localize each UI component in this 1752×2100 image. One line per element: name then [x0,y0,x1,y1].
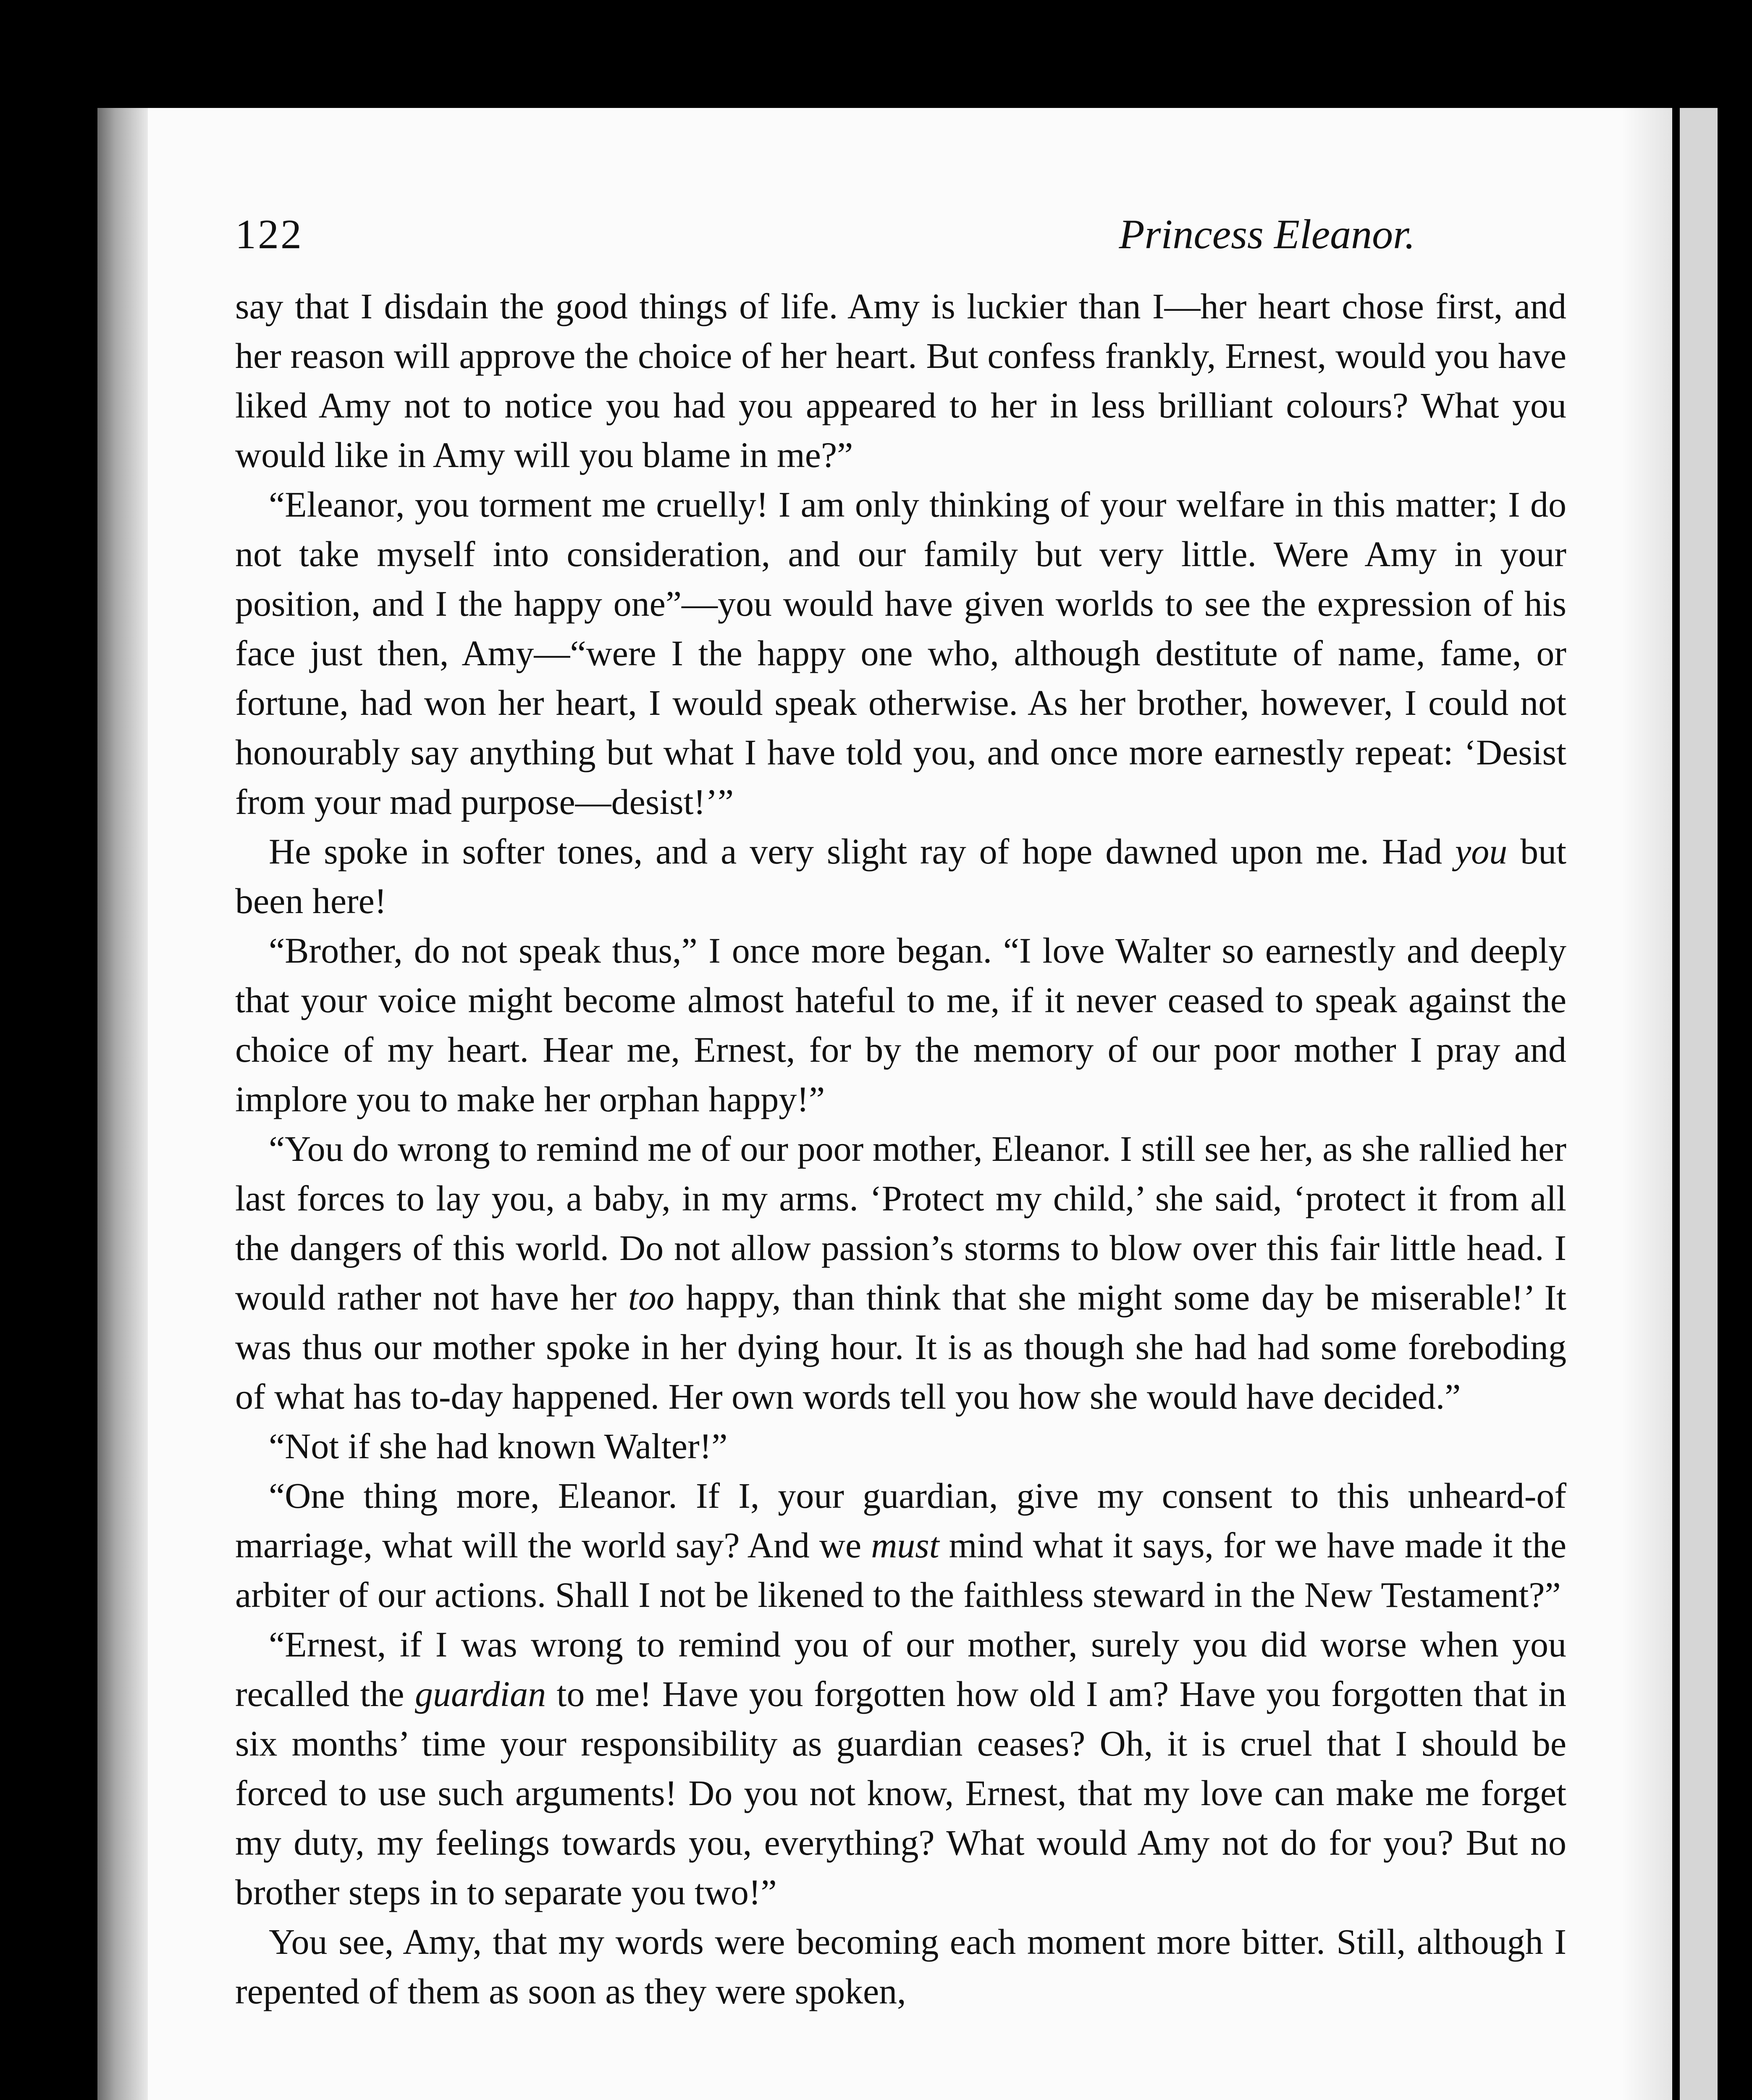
text-block [235,210,1566,2016]
paragraph [235,1917,1566,2016]
page-edge-shadow [1622,108,1672,2100]
next-page-edge [1680,108,1718,2100]
text-run: “You do wrong to remind me of our poor mother, Eleanor. I still see her, as she rallied her last forces to lay you, a baby, in my arms. ‘Protect my child,’ she said, ‘protect it from all the dangers of this world. Do not allow passion’s storms to blow over this fair little head. I would rather not have her [235,1129,1566,1318]
italic-text: guardian [414,1674,546,1714]
text-run: mind what it says, for we have made it the arbiter of our actions. Shall I not be likened to the faithless steward in the New Testament?” [235,1525,1566,1615]
page-gutter-shadow [97,108,148,2100]
paragraph [235,281,1566,480]
body-text [235,281,1566,2016]
text-run: “Brother, do not speak thus,” I once more began. “I love Walter so earnestly and deeply that your voice might become almost hateful to me, if it never ceased to speak against the choice of my heart. Hear me, Ernest, for by the memory of our poor mother I pray and implore you to make her orphan happy!” [235,930,1566,1119]
page-number: 122 [235,211,303,257]
paragraph [235,480,1566,827]
paragraph [235,827,1566,926]
running-title: Princess Eleanor. [1119,211,1415,257]
paragraph [235,926,1566,1124]
text-run: but been here! [235,831,1566,921]
text-run: say that I disdain the good things of life. Amy is luckier than I—her heart chose first, and her reason will approve the choice of her heart. But confess frankly, Ernest, would you have liked Amy not to notice you had you appeared to her in less brilliant colours? What you would like in Amy will you blame in me?” [235,286,1566,475]
text-run: “Not if she had known Walter!” [269,1426,728,1466]
paragraph [235,1471,1566,1620]
running-head [235,210,1566,281]
text-run: “Eleanor, you torment me cruelly! I am only thinking of your welfare in this matter; I do not take myself into consideration, and our family but very little. Were Amy in your position, and I the happy one”—you would have given worlds to see the expression of his face just then, Amy—“were I the happy one who, although destitute of name, fame, or fortune, had won her heart, I would speak otherwise. As her brother, however, I could not honourably say anything but what I have told you, and once more earnestly repeat: ‘Desist from your mad purpose—desist!’” [235,484,1566,822]
text-run: He spoke in softer tones, and a very slight ray of hope dawned upon me. Had [269,831,1456,872]
paragraph [235,1620,1566,1917]
italic-text: too [628,1277,674,1318]
italic-text: you [1455,831,1508,872]
text-run: happy, than think that she might some day be miserable!’ It was thus our mother spoke in her dying hour. It is as though she had had some foreboding of what has to-day happened. Her own words tell you how she would have decided.” [235,1277,1566,1417]
paragraph [235,1124,1566,1421]
text-run: “One thing more, Eleanor. If I, your guardian, give my consent to this unheard-of marriage, what will the world say? And we [235,1475,1566,1565]
text-run: “Ernest, if I was wrong to remind you of our mother, surely you did worse when you recalled the [235,1624,1566,1714]
text-run: You see, Amy, that my words were becoming each moment more bitter. Still, although I repented of them as soon as they were spoken, [235,1922,1566,2011]
text-run: to me! Have you forgotten how old I am? Have you forgotten that in six months’ time your responsibility as guardian ceases? Oh, it is cruel that I should be forced to use such arguments! Do you not know, Ernest, that my love can make me forget my duty, my feelings towards you, everything? What would Amy not do for you? But no brother steps in to separate you two!” [235,1674,1566,1912]
italic-text: must [871,1525,939,1565]
paragraph [235,1421,1566,1471]
